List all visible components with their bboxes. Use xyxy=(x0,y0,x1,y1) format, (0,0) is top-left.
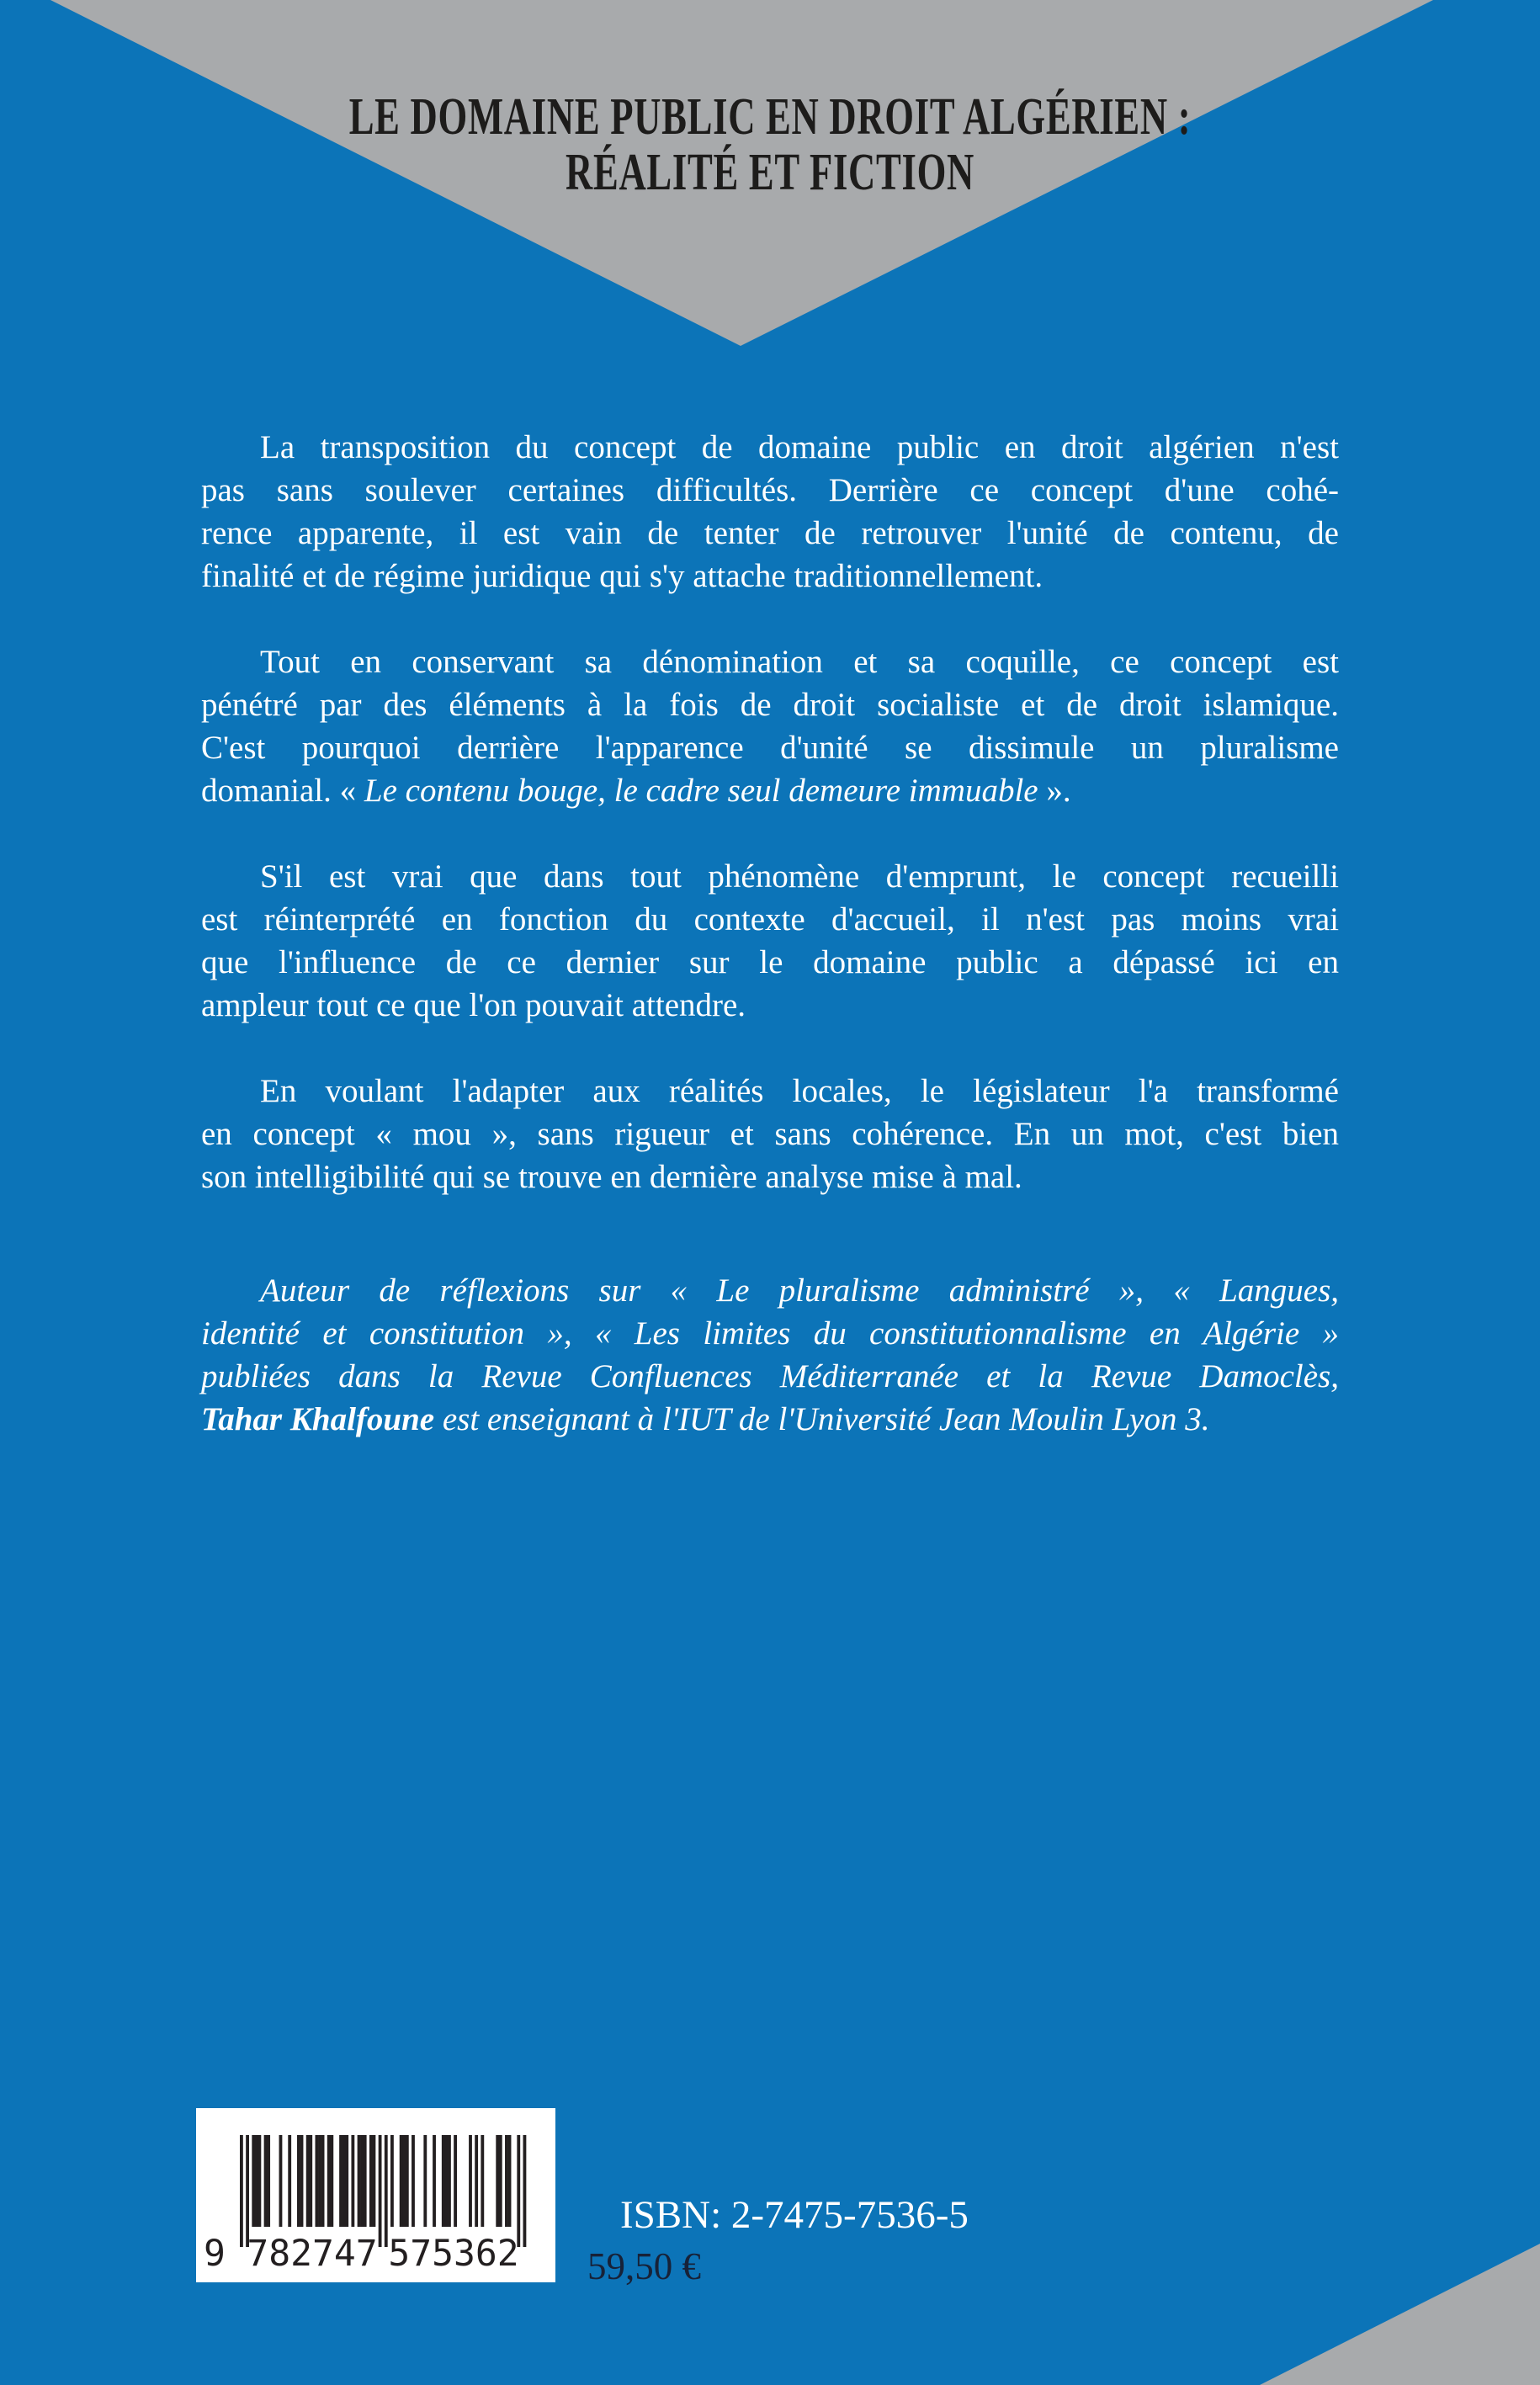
ean13-barcode-graphic xyxy=(196,2108,555,2282)
text-line: pénétré par des éléments à la fois de droit socialiste et de droit islamique. xyxy=(201,687,1339,723)
text-line: publiées dans la Revue Confluences Méditerranée et la Revue Damoclès, xyxy=(201,1358,1339,1394)
text-line: domanial. « Le contenu bouge, le cadre seul demeure immuable ». xyxy=(201,773,1071,809)
svg-text:575362: 575362 xyxy=(388,2233,519,2275)
isbn-label: ISBN: 2-7475-7536-5 xyxy=(620,2193,969,2237)
text-line: est réinterprété en fonction du contexte d'accueil, il n'est pas moins vrai xyxy=(201,901,1339,938)
svg-text:9: 9 xyxy=(204,2233,226,2275)
text-line: son intelligibilité qui se trouve en dernière analyse mise à mal. xyxy=(201,1159,1022,1195)
blurb-paragraph xyxy=(201,1070,1339,1198)
price-label: 59,50 € xyxy=(587,2245,701,2287)
text-line: en concept « mou », sans rigueur et sans cohérence. En un mot, c'est bien xyxy=(201,1116,1339,1152)
text-line: S'il est vrai que dans tout phénomène d'emprunt, le concept recueilli xyxy=(260,858,1339,895)
blurb-paragraph xyxy=(201,855,1339,1027)
text-line: C'est pourquoi derrière l'apparence d'unité se dissimule un pluralisme xyxy=(201,730,1339,766)
text-line: Tout en conservant sa dénomination et sa coquille, ce concept est xyxy=(260,644,1339,680)
back-cover-blurb xyxy=(201,426,1339,1484)
text-line: identité et constitution », « Les limites du constitutionnalisme en Algérie » xyxy=(201,1315,1339,1352)
blurb-paragraph xyxy=(201,426,1339,598)
text-line: rence apparente, il est vain de tenter de retrouver l'unité de contenu, de xyxy=(201,515,1339,551)
text-line: que l'influence de ce dernier sur le domaine public a dépassé ici en xyxy=(201,944,1339,980)
text-line: pas sans soulever certaines difficultés. Derrière ce concept d'une cohé- xyxy=(201,472,1339,508)
book-title xyxy=(215,89,1325,200)
barcode xyxy=(196,2108,555,2282)
book-title-line1: LE DOMAINE PUBLIC EN DROIT ALGÉRIEN : xyxy=(348,88,1192,146)
author-note-paragraph xyxy=(201,1269,1339,1441)
text-line: En voulant l'adapter aux réalités locales, le législateur l'a transformé xyxy=(260,1073,1339,1109)
blurb-paragraph xyxy=(201,640,1339,812)
bottom-right-corner-shape xyxy=(1260,2244,1540,2385)
text-line: finalité et de régime juridique qui s'y attache traditionnellement. xyxy=(201,558,1043,594)
text-line: Tahar Khalfoune est enseignant à l'IUT de l'Université Jean Moulin Lyon 3. xyxy=(201,1401,1210,1437)
book-title-line2: RÉALITÉ ET FICTION xyxy=(566,144,974,201)
text-line: La transposition du concept de domaine public en droit algérien n'est xyxy=(260,429,1339,465)
text-line: ampleur tout ce que l'on pouvait attendre. xyxy=(201,987,746,1023)
svg-text:782747: 782747 xyxy=(247,2233,378,2275)
text-line: Auteur de réflexions sur « Le pluralisme administré », « Langues, xyxy=(260,1272,1339,1309)
